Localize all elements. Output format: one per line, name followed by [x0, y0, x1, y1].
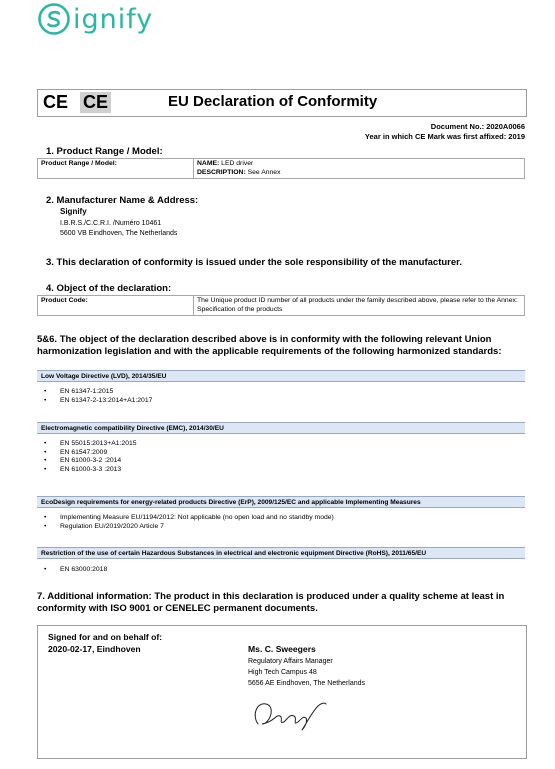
section56-heading-line1: 5&6. The object of the declaration described above is in conformity with the following relevant Union — [37, 334, 492, 345]
description-label: DESCRIPTION: — [197, 168, 246, 176]
list-item: • EN 55015:2013+A1:2015 — [44, 440, 137, 449]
list-item: • EN 61000-3-2 :2014 — [44, 457, 137, 466]
section56-heading — [37, 334, 502, 358]
list-item: • EN 61347-1:2015 — [44, 388, 152, 397]
directive-rohs: Restriction of the use of certain Hazardous Substances in electrical and electronic equipment Directive (RoHS), 2011/65/EU — [37, 547, 525, 559]
directive-lvd-list — [44, 388, 152, 405]
list-item: • EN 61347-2-13:2014+A1:2017 — [44, 397, 152, 406]
ce-mark-shaded: CE — [80, 92, 111, 113]
directive-emc-list — [44, 440, 137, 474]
signature-box — [37, 625, 527, 759]
section3-heading: 3. This declaration of conformity is issued under the sole responsibility of the manufacturer. — [46, 257, 462, 268]
directive-lvd: Low Voltage Directive (LVD), 2014/35/EU — [37, 370, 525, 382]
signify-logo — [37, 2, 153, 36]
document-number: Document No.: 2020A0066 — [430, 122, 525, 131]
document-info — [365, 122, 525, 142]
section2-heading: 2. Manufacturer Name & Address: — [46, 195, 199, 206]
name-value: LED driver — [221, 160, 254, 167]
product-range-label: Product Range / Model: — [41, 160, 117, 167]
directive-rohs-list — [44, 566, 107, 575]
list-item: • Implementing Measure EU/1194/2012: Not applicable (no open load and no standby mode) — [44, 514, 334, 523]
section7-line2: conformity with ISO 9001 or CENELEC permanent documents. — [37, 603, 318, 614]
manufacturer-name: Signify — [60, 207, 87, 216]
directive-emc: Electromagnetic compatibility Directive (EMC), 2014/30/EU — [37, 422, 525, 434]
signify-s-icon — [37, 2, 71, 36]
signed-for-label: Signed for and on behalf of: — [48, 632, 163, 642]
signatory-role: Regulatory Affairs Manager — [248, 658, 333, 665]
signatory-address-2: 5656 AE Eindhoven, The Netherlands — [248, 680, 366, 687]
handwritten-signature — [250, 694, 330, 734]
page-title: EU Declaration of Conformity — [168, 93, 378, 110]
section4-heading: 4. Object of the declaration: — [46, 283, 172, 294]
logo-wordmark: ignify — [73, 3, 154, 35]
list-item: • EN 63000:2018 — [44, 566, 107, 575]
ce-mark: CE — [43, 92, 69, 112]
section7-line1: 7. Additional information: The product in this declaration is produced under a quality scheme at least in — [37, 591, 505, 602]
product-code-label: Product Code: — [41, 297, 88, 304]
ce-year: Year in which CE Mark was first affixed: 2019 — [364, 132, 525, 141]
list-item: • EN 61547:2009 — [44, 449, 137, 458]
list-item: • EN 61000-3-3 :2013 — [44, 466, 137, 475]
product-code-value: The Unique product ID number of all products under the family described above, please refer to the Annex: Specification of the products — [194, 296, 525, 316]
object-table — [37, 295, 525, 316]
section7-heading — [37, 591, 504, 615]
section1-heading: 1. Product Range / Model: — [46, 146, 163, 157]
directive-erp-list — [44, 514, 334, 531]
name-label: NAME: — [197, 160, 220, 167]
list-item: • Regulation EU/2019/2020 Article 7 — [44, 523, 334, 532]
signatory-name: Ms. C. Sweegers — [248, 644, 316, 654]
signatory-address-1: High Tech Campus 48 — [248, 669, 317, 676]
description-value: See Annex — [247, 168, 281, 176]
title-bar — [37, 89, 527, 117]
sign-date-place: 2020-02-17, Eindhoven — [48, 644, 141, 654]
section56-heading-line2: harmonization legislation and with the applicable requirements of the following harmonized standards: — [37, 346, 502, 357]
directive-erp: EcoDesign requirements for energy-related products Directive (ErP), 2009/125/EC and applicable Implementing Measures — [37, 496, 525, 508]
manufacturer-address-1: I.B.R.S./C.C.R.I. /Numéro 10461 — [60, 220, 162, 227]
manufacturer-address-2: 5600 VB Eindhoven, The Netherlands — [60, 230, 178, 237]
product-range-table — [37, 158, 525, 179]
